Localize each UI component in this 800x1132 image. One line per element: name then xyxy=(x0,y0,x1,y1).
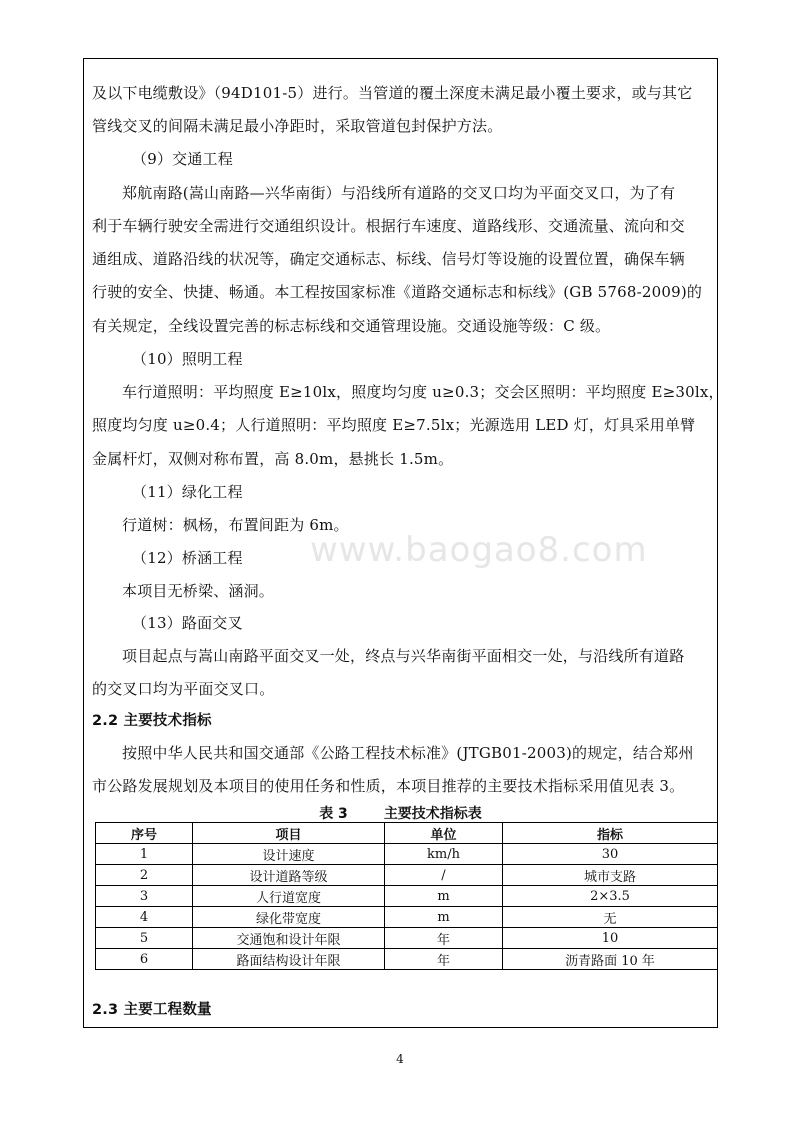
cell-value: 沥青路面 10 年 xyxy=(503,949,718,970)
cell-unit: km/h xyxy=(385,844,503,865)
technical-indicators-table xyxy=(95,822,718,970)
col-header-index: 序号 xyxy=(96,823,193,844)
cell-value: 无 xyxy=(503,907,718,928)
cell-value: 10 xyxy=(503,928,718,949)
col-header-item: 项目 xyxy=(193,823,385,844)
table-header-row xyxy=(96,823,718,844)
subheading-lighting: （10）照明工程 xyxy=(132,350,243,368)
cell-index: 6 xyxy=(96,949,193,970)
subheading-intersections: （13）路面交叉 xyxy=(132,614,243,632)
cell-value: 30 xyxy=(503,844,718,865)
cell-unit: m xyxy=(385,886,503,907)
text-line: 郑航南路(嵩山南路—兴华南街）与沿线所有道路的交叉口均为平面交叉口，为了有 xyxy=(122,184,676,202)
section-heading-2-3: 2.3 主要工程数量 xyxy=(92,1002,212,1018)
text-line: 行驶的安全、快捷、畅通。本工程按国家标准《道路交通标志和标线》(GB 5768-2009)的 xyxy=(92,283,703,301)
watermark: www.baogao8.com xyxy=(310,530,648,570)
cell-item: 设计道路等级 xyxy=(193,865,385,886)
cell-item: 路面结构设计年限 xyxy=(193,949,385,970)
text-line: 本项目无桥梁、涵洞。 xyxy=(122,582,275,600)
section-heading-2-2: 2.2 主要技术指标 xyxy=(92,713,212,729)
cell-index: 5 xyxy=(96,928,193,949)
text-line: 市公路发展规划及本项目的使用任务和性质，本项目推荐的主要技术指标采用值见表 3。 xyxy=(92,777,685,795)
table-row xyxy=(96,928,718,949)
col-header-value: 指标 xyxy=(503,823,718,844)
text-line: 利于车辆行驶安全需进行交通组织设计。根据行车速度、道路线形、交通流量、流向和交 xyxy=(92,217,685,235)
cell-index: 2 xyxy=(96,865,193,886)
text-line: 项目起点与嵩山南路平面交叉一处，终点与兴华南街平面相交一处，与沿线所有道路 xyxy=(122,647,685,665)
cell-index: 3 xyxy=(96,886,193,907)
table-title: 主要技术指标表 xyxy=(383,806,482,822)
text-line: 有关规定，全线设置完善的标志标线和交通管理设施。交通设施等级：C 级。 xyxy=(92,317,611,335)
text-line: 管线交叉的间隔未满足最小净距时，采取管道包封保护方法。 xyxy=(92,117,503,135)
subheading-bridges: （12）桥涵工程 xyxy=(132,549,243,567)
text-line: 照度均匀度 u≥0.4；人行道照明：平均照度 E≥7.5lx；光源选用 LED 灯，灯具采用单臂 xyxy=(92,416,696,434)
table-row xyxy=(96,886,718,907)
cell-item: 绿化带宽度 xyxy=(193,907,385,928)
cell-unit: / xyxy=(385,865,503,886)
text-line: 及以下电缆敷设》（94D101-5）进行。当管道的覆土深度未满足最小覆土要求，或与其它 xyxy=(92,84,693,102)
cell-index: 4 xyxy=(96,907,193,928)
table-number: 表 3 xyxy=(319,806,348,822)
cell-item: 人行道宽度 xyxy=(193,886,385,907)
text-line: 金属杆灯，双侧对称布置，高 8.0m，悬挑长 1.5m。 xyxy=(92,450,454,468)
table-row xyxy=(96,844,718,865)
text-line: 行道树：枫杨，布置间距为 6m。 xyxy=(122,516,349,534)
text-line: 按照中华人民共和国交通部《公路工程技术标准》(JTGB01-2003)的规定，结合郑州 xyxy=(122,744,694,762)
subheading-traffic: （9）交通工程 xyxy=(132,150,233,168)
text-line: 车行道照明：平均照度 E≥10lx，照度均匀度 u≥0.3；交会区照明：平均照度 E≥30lx， xyxy=(122,383,724,401)
cell-unit: 年 xyxy=(385,928,503,949)
text-line: 的交叉口均为平面交叉口。 xyxy=(92,680,275,698)
cell-index: 1 xyxy=(96,844,193,865)
cell-value: 城市支路 xyxy=(503,865,718,886)
table-row xyxy=(96,865,718,886)
cell-item: 设计速度 xyxy=(193,844,385,865)
cell-unit: 年 xyxy=(385,949,503,970)
page-number: 4 xyxy=(396,1052,404,1066)
cell-value: 2×3.5 xyxy=(503,886,718,907)
table-row xyxy=(96,949,718,970)
table-caption xyxy=(84,803,717,823)
cell-unit: m xyxy=(385,907,503,928)
subheading-greening: （11）绿化工程 xyxy=(132,483,243,501)
cell-item: 交通饱和设计年限 xyxy=(193,928,385,949)
text-line: 通组成、道路沿线的状况等，确定交通标志、标线、信号灯等设施的设置位置，确保车辆 xyxy=(92,250,685,268)
col-header-unit: 单位 xyxy=(385,823,503,844)
table-row xyxy=(96,907,718,928)
